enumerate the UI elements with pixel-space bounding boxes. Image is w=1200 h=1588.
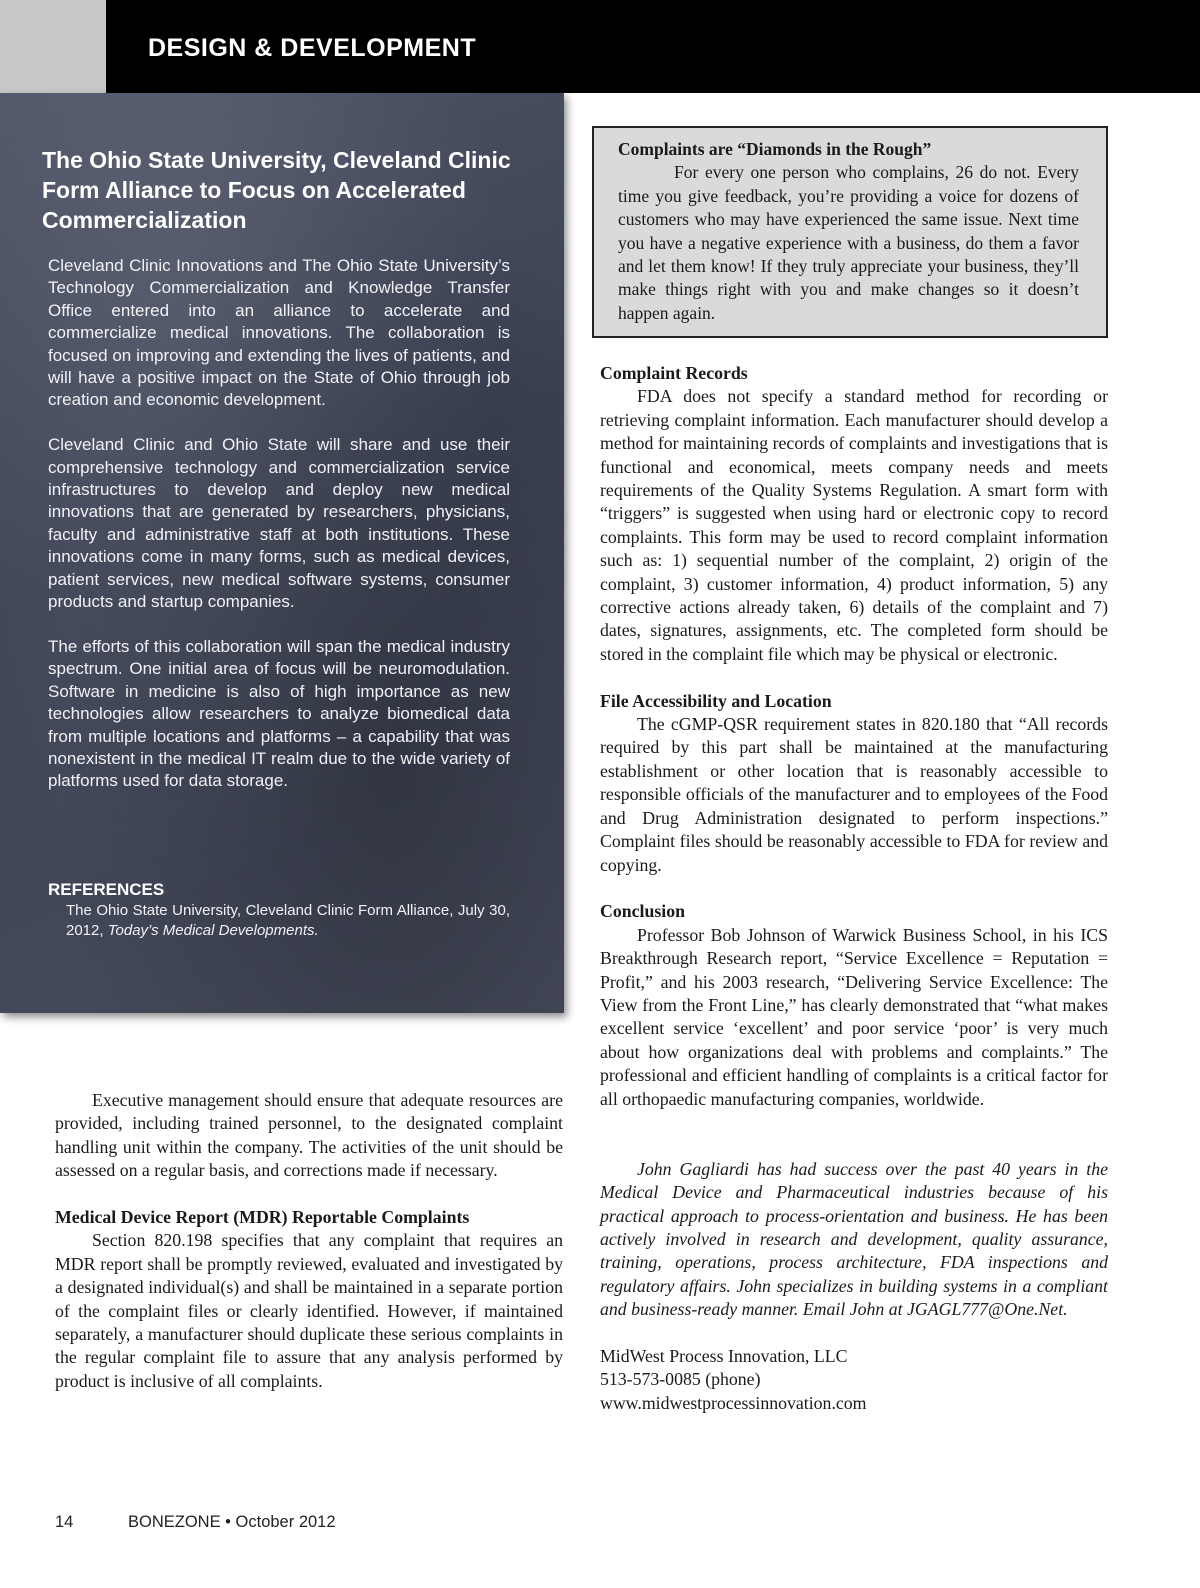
section-title: DESIGN & DEVELOPMENT [148, 34, 477, 62]
contact-block [600, 1345, 1108, 1415]
phone-number: 513-573-0085 (phone) [600, 1369, 761, 1390]
sidebar-paragraph: The efforts of this collaboration will span the medical industry spectrum. One initial area of focus will be neuromodulation. Software in medicine is also of high importance as new technologies allow researchers to analyze biomedical data from multiple locations and platforms – a capability that was nonexistent in the medical IT realm due to the wide variety of platforms used for data storage. [48, 636, 510, 791]
callout-body: For every one person who complains, 26 do not. Every time you give feedback, you’re providing a voice for dozens of customers who may have experienced the same issue. Next time you have a negative experience with a business, do them a favor and let them know! If they truly appreciate your business, they’ll make things right with you and make changes so it doesn’t happen again. [618, 162, 1079, 323]
references-heading: REFERENCES [48, 880, 165, 899]
callout-title: Complaints are “Diamonds in the Rough” [618, 139, 932, 159]
reference-entry [66, 901, 510, 941]
intro-paragraph: Executive management should ensure that adequate resources are provided, including trained personnel, to the designated complaint handling unit within the company. The activities of the unit should be assessed on a regular basis, and corrections made if necessary. [55, 1090, 563, 1181]
sidebar-body [48, 255, 510, 815]
conclusion-paragraph: Professor Bob Johnson of Warwick Business School, in his ICS Breakthrough Research report, “Service Excellence = Reputation = Profit,” and his 2003 research, “Delivering Service Excellence: The View from the Front Line,” has clearly demonstrated that “what makes excellent service ‘excellent’ and poor service ‘poor’ is very much about how organizations deal with problems and complaints.” The professional and efficient handling of complaints is a critical factor for all orthopaedic manufacturing companies, worldwide. [600, 924, 1108, 1109]
publication-info: BONEZONE • October 2012 [128, 1513, 336, 1531]
news-sidebar [0, 93, 564, 1013]
access-paragraph: The cGMP-QSR requirement states in 820.180 that “All records required by this part shall be maintained at the manufacturing establishment or other location that is reasonably accessible to responsible officials of the manufacturer and to employees of the Food and Drug Administration designated to perform inspections.” Complaint files should be reasonably accessible to FDA for review and copying. [600, 714, 1108, 875]
sidebar-paragraph: Cleveland Clinic Innovations and The Ohio State University’s Technology Commercialization and Knowledge Transfer Office entered into an alliance to accelerate and commercialize medical innovations. The collaboration is focused on improving and extending the lives of patients, and will have a positive impact on the State of Ohio through job creation and economic development. [48, 256, 510, 410]
page-footer [55, 1513, 336, 1532]
website-link[interactable]: www.midwestprocessinnovation.com [600, 1392, 867, 1413]
reference-text: The Ohio State University, Cleveland Clinic Form Alliance, July 30, 2012, [66, 902, 510, 939]
records-paragraph: FDA does not specify a standard method for recording or retrieving complaint information. Each manufacturer should develop a method for maintaining records of complaints and investigations that is functional and economical, meets company needs and meets requirements of the Quality Systems Regulation. A smart form with “triggers” is suggested when using hard or electronic copy to record complaints. This form may be used to record complaint information such as: 1) sequential number of the complaint, 2) origin of the complaint, 3) customer information, 4) product information, 5) any corrective actions already taken, 6) details of the complaint and 7) dates, signatures, assignments, etc. The completed form should be stored in the complaint file which may be physical or electronic. [600, 386, 1108, 664]
access-heading: File Accessibility and Location [600, 690, 832, 711]
right-column [600, 362, 1108, 1415]
page-number: 14 [55, 1513, 74, 1531]
header-accent-block [0, 0, 106, 93]
sidebar-paragraph: Cleveland Clinic and Ohio State will share and use their comprehensive technology and commercialization service infrastructures to develop and deploy new medical innovations that are generated by researchers, physicians, faculty and administrative staff at both institutions. These innovations come in many forms, such as medical devices, patient services, new medical software systems, consumer products and startup companies. [48, 435, 510, 612]
sidebar-references [48, 879, 510, 941]
conclusion-heading: Conclusion [600, 901, 685, 922]
left-column [55, 1089, 563, 1393]
callout-box [592, 126, 1108, 338]
company-name: MidWest Process Innovation, LLC [600, 1345, 848, 1366]
reference-source: Today’s Medical Developments. [107, 922, 319, 939]
mdr-paragraph: Section 820.198 specifies that any complaint that requires an MDR report shall be promptly reviewed, evaluated and investigated by a designated individual(s) and shall be maintained in a separate portion of the complaint files or clearly identified. However, if maintained separately, a manufacturer should duplicate these serious complaints in the regular complaint file to assure that any analysis performed by product is inclusive of all complaints. [55, 1230, 563, 1391]
mdr-heading: Medical Device Report (MDR) Reportable Complaints [55, 1207, 470, 1228]
sidebar-title: The Ohio State University, Cleveland Clinic Form Alliance to Focus on Accelerated Commercialization [42, 147, 511, 233]
records-heading: Complaint Records [600, 363, 748, 383]
author-bio: John Gagliardi has had success over the past 40 years in the Medical Device and Pharmaceutical industries because of his practical approach to process-orientation and business. He has been actively involved in research and development, quality assurance, training, operations, process architecture, FDA inspections and regulatory affairs. John specializes in building systems in a compliant and business-ready manner. Email John at JGAGL777@One.Net. [600, 1158, 1108, 1320]
